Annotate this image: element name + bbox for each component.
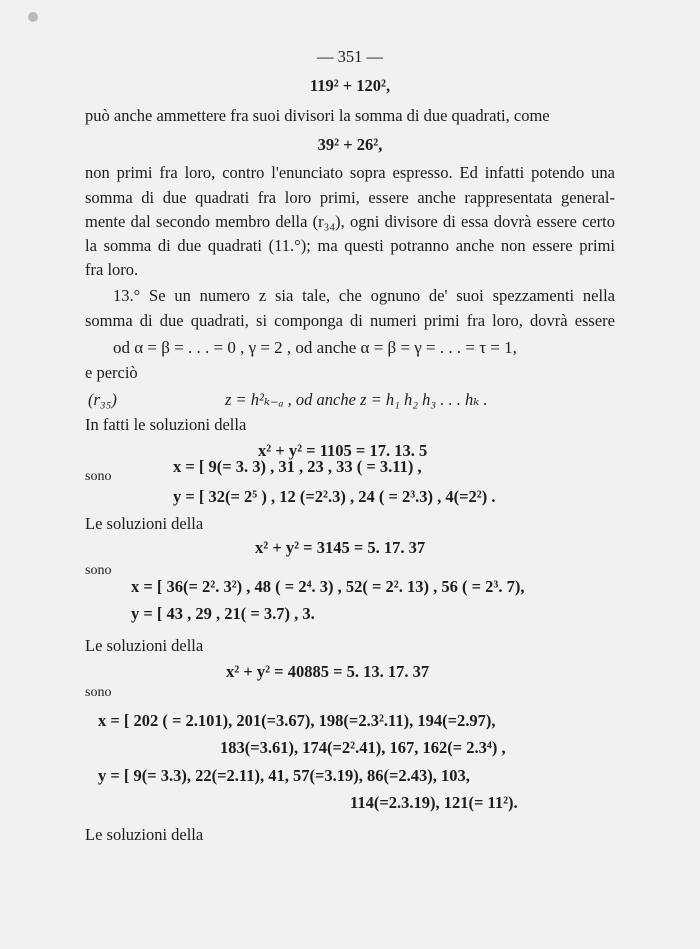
equation: x² + y² = 1105 = 17. 13. 5 xyxy=(258,441,428,460)
paragraph-line: mente dal secondo membro della (r₃₄), ogni divisore di essa dovrà essere certo xyxy=(85,212,615,231)
paragraph-line: sono xyxy=(85,469,112,484)
solutions-x: x = [ 36(= 2². 3²) , 48 ( = 2⁴. 3) , 52( = 2². 13) , 56 ( = 2³. 7), xyxy=(131,577,525,596)
paragraph-line: 13.° Se un numero z sia tale, che ognuno de' suoi spezzamenti nella xyxy=(113,286,615,305)
paragraph-line: Le soluzioni della xyxy=(85,514,204,533)
equation: x² + y² = 40885 = 5. 13. 17. 37 xyxy=(226,662,430,681)
solutions-y: y = [ 9(= 3.3), 22(=2.11), 41, 57(=3.19), 86(=2.43), 103, xyxy=(98,766,470,785)
paragraph-line: può anche ammettere fra suoi divisori la somma di due quadrati, come xyxy=(85,106,550,125)
paragraph-line: somma di due quadrati fra loro primi, essere anche rappresentata general- xyxy=(85,188,615,207)
solutions-y: y = [ 32(= 2⁵ ) , 12 (=2².3) , 24 ( = 2³.3) , 4(=2²) . xyxy=(173,487,496,506)
scan-blemish xyxy=(28,12,38,22)
paragraph-line: non primi fra loro, contro l'enunciato sopra espresso. Ed infatti potendo una xyxy=(85,163,615,182)
paragraph-line: fra loro. xyxy=(85,260,139,279)
equation: z = h²ₖ₋ₐ , od anche z = h₁ h₂ h₃ . . . hₖ . xyxy=(225,390,488,409)
paragraph-line: e perciò xyxy=(85,363,138,382)
solutions-y-continued: 114(=2.3.19), 121(= 11²). xyxy=(350,793,518,812)
paragraph-line: sono xyxy=(85,685,112,700)
solutions-x: x = [ 202 ( = 2.101), 201(=3.67), 198(=2.3².11), 194(=2.97), xyxy=(98,711,496,730)
solutions-x: x = [ 9(= 3. 3) , 31 , 23 , 33 ( = 3.11) , xyxy=(173,457,422,476)
equation: 119² + 120², xyxy=(309,76,391,95)
paragraph-line: somma di due quadrati, si componga di numeri primi fra loro, dovrà essere xyxy=(85,311,615,330)
solutions-y: y = [ 43 , 29 , 21( = 3.7) , 3. xyxy=(131,604,315,623)
page-number: — 351 — xyxy=(317,47,383,66)
solutions-x-continued: 183(=3.61), 174(=2².41), 167, 162(= 2.3⁴) , xyxy=(220,738,506,757)
paragraph-line: Le soluzioni della xyxy=(85,636,204,655)
paragraph-line: la somma di due quadrati (11.°); ma questi potranno anche non essere primi xyxy=(85,236,615,255)
equation: x² + y² = 3145 = 5. 17. 37 xyxy=(255,538,426,557)
paragraph-line: In fatti le soluzioni della xyxy=(85,415,247,434)
condition-line: od α = β = . . . = 0 , γ = 2 , od anche α = β = γ = . . . = τ = 1, xyxy=(113,338,517,357)
paragraph-line: Le soluzioni della xyxy=(85,825,204,844)
equation: 39² + 26², xyxy=(317,135,383,154)
paragraph-line: sono xyxy=(85,563,112,578)
equation-label: (r₃₅) xyxy=(88,390,117,409)
